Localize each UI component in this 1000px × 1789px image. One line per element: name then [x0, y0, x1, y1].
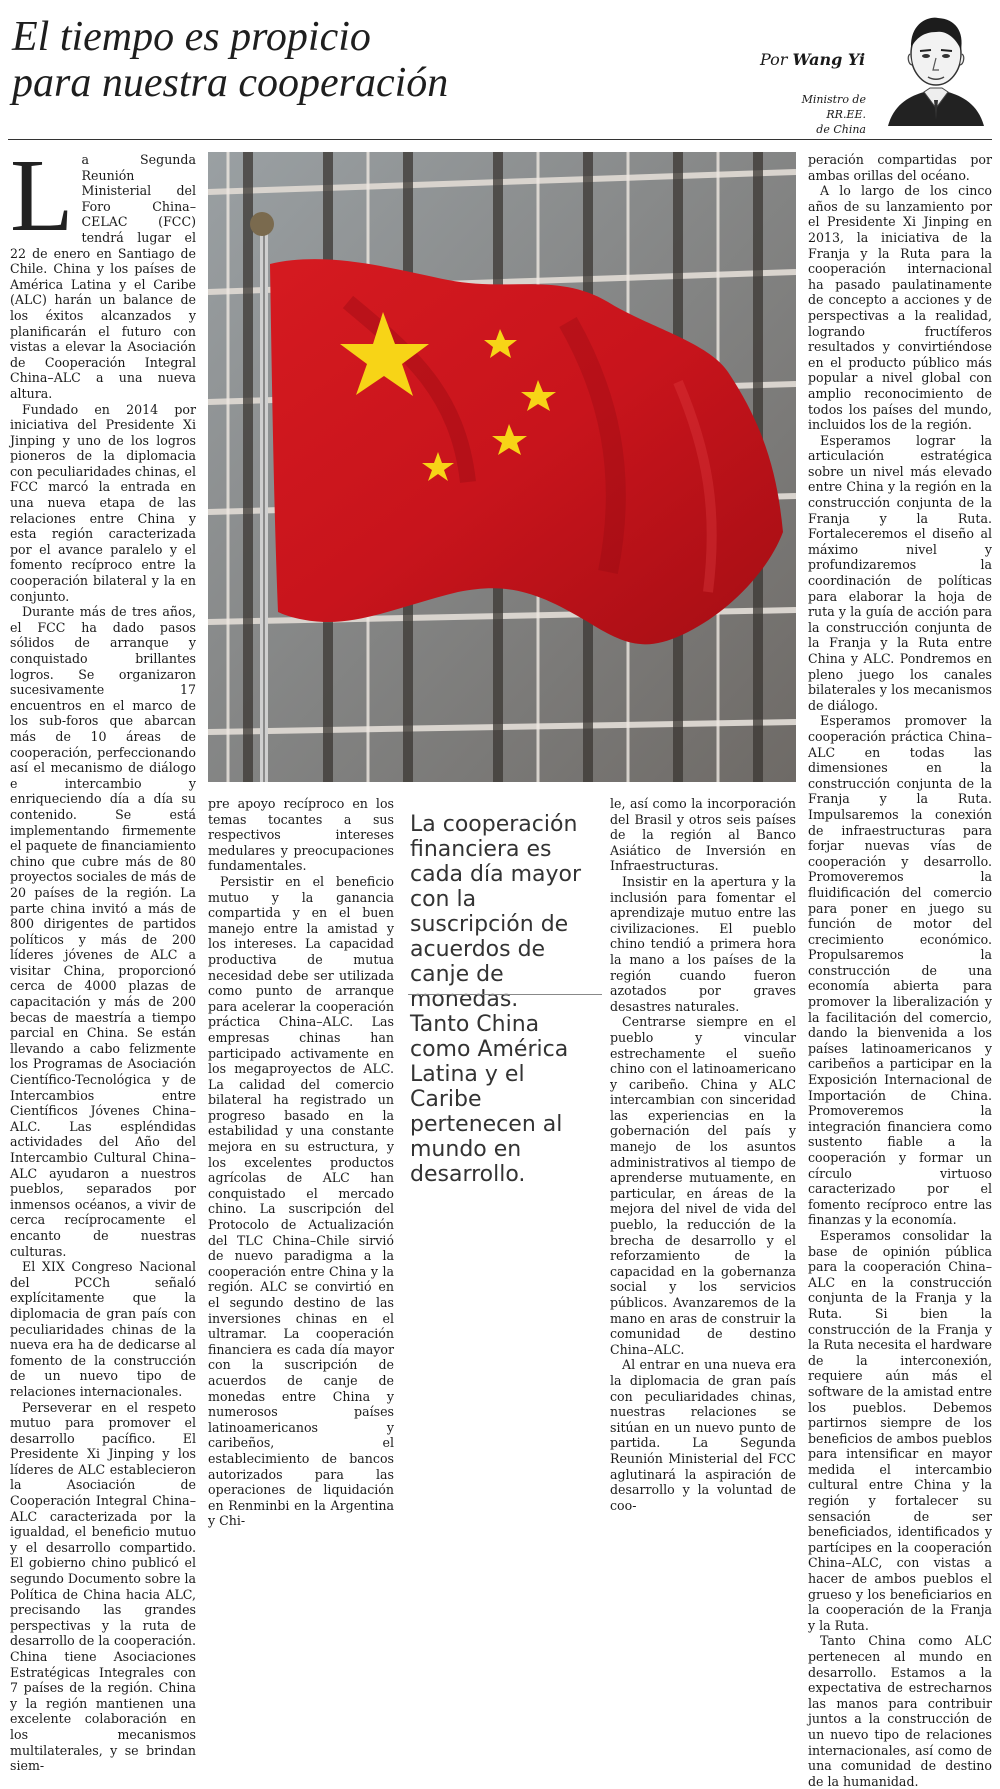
flagpole-finial — [250, 212, 274, 236]
author-role-line-2: de China — [816, 123, 866, 136]
paragraph: le, así como la incorporación del Brasil y otros seis países de la región al Banco Asiático de Inversión en Infraestructuras. — [610, 796, 796, 874]
paragraph: pre apoyo recíproco en los temas tocantes a sus respectivos intereses medulares y preocupaciones fundamentales. — [208, 796, 394, 874]
paragraph: A lo largo de los cinco años de su lanzamiento por el Presidente Xi Jinping en 2013, la iniciativa de la Franja y la Ruta para la cooperación internacional ha pasado paulatinamente de concepto a acciones y de perspectivas a la realidad, logrando fructíferos resultados y convirtiéndose en el producto público más popular a nivel global con amplio reconocimiento de todos los países del mundo, incluidos los de la región. — [808, 183, 992, 433]
paragraph: a Segunda Reunión Ministerial del Foro China–CELAC (FCC) tendrá lugar el 22 de enero en Santiago de Chile. China y los países de América Latina y el Caribe (ALC) harán un balance de los éxitos alcanzados y planificarán el futuro con vistas a elevar la Asociación de Cooperación Integral China–ALC a una nueva altura. — [10, 152, 196, 401]
article-column-4 — [610, 796, 796, 1513]
paragraph: El XIX Congreso Nacional del PCCh señaló explícitamente que la diplomacia de gran país con peculiaridades chinas de la nueva era ha de dedicarse al fomento de la construcción de un nuevo tipo de relaciones internacionales. — [10, 1259, 196, 1399]
paragraph: Centrarse siempre en el pueblo y vincular estrechamente el sueño chino con el latinoamericano y caribeño. China y ALC intercambian con sinceridad las experiencias en la gobernación del país y manejo de los asuntos administrativos al tiempo de aprenderse mutuamente, en particular, en áreas de la mejora del nivel de vida del pueblo, la reducción de la brecha de desarrollo y el reforzamiento de la capacidad en la gobernanza social y los servicios públicos. Avanzaremos de la mano en aras de construir la comunidad de destino China–ALC. — [610, 1014, 796, 1357]
byline — [760, 50, 865, 69]
paragraph: peración compartidas por ambas orillas del océano. — [808, 152, 992, 183]
author-role — [770, 92, 866, 137]
drop-cap: L — [10, 138, 74, 253]
headline-line-1: El tiempo es propicio — [12, 14, 371, 60]
paragraph: Perseverar en el respeto mutuo para promover el desarrollo pacífico. El Presidente Xi Jinping y los líderes de ALC establecieron la Asociación de Cooperación Integral China–ALC caracterizada por la igualdad, el beneficio mutuo y el desarrollo compartido. El gobierno chino publicó el segundo Documento sobre la Política de China hacia ALC, precisando las grandes perspectivas y la ruta de desarrollo de la cooperación. China tiene Asociaciones Estratégicas Integrales con 7 países de la región. China y la región mantienen una excelente colaboración en los mecanismos multilaterales, y se brindan siem- — [10, 1399, 196, 1774]
author-name: Wang Yi — [792, 50, 866, 69]
pull-quote-2: Tanto China como América Latina y el Caribe pertenecen al mundo en desarrollo. — [410, 1012, 569, 1187]
headline — [12, 14, 752, 106]
paragraph: Durante más de tres años, el FCC ha dado pasos sólidos de arranque y conquistado brillantes logros. Se organizaron sucesivamente 17 encuentros en el marco de los sub-foros que abarcan más de 10 áreas de cooperación, perfeccionando así el mecanismo de diálogo e intercambio y enriqueciendo día a día su contenido. Se está implementando firmemente el paquete de financiamiento chino que cubre más de 80 proyectos sociales de más de 20 países de la región. La parte china invitó a más de 800 dirigentes de partidos políticos y más de 200 líderes jóvenes de ALC a visitar China, proporcionó cerca de 4000 plazas de capacitación y más de 200 becas de maestría a tiempo parcial en China. Se están llevando a cabo felizmente los Programas de Asociación Científico-Tecnológica y de Intercambios entre Científicos Jóvenes China–ALC. Las espléndidas actividades del Año del Intercambio Cultural China–ALC ayudaron a nuestros pueblos, separados por inmensos océanos, a vivir de cerca recíprocamente el encanto de nuestras culturas. — [10, 604, 196, 1259]
paragraph: Fundado en 2014 por iniciativa del Presidente Xi Jinping y uno de los logros pioneros de la diplomacia con peculiaridades chinas, el FCC marcó la entrada en una nueva etapa de las relaciones entre China y esta región caracterizada por el avance paralelo y el fomento recíproco entre la cooperación bilateral y la en conjunto. — [10, 401, 196, 604]
article-column-5 — [808, 152, 992, 1789]
paragraph: Esperamos lograr la articulación estratégica sobre un nivel más elevado entre China y la región en la construcción conjunta de la Franja y la Ruta. Fortaleceremos el diseño al máximo nivel y profundizaremos la coordinación de políticas para elaborar la hoja de ruta y la guía de acción para la construcción conjunta de la Franja y la Ruta entre China y ALC. Pondremos en pleno juego los canales bilaterales y los mecanismos de diálogo. — [808, 432, 992, 713]
author-portrait — [880, 8, 992, 126]
header-divider — [8, 139, 992, 140]
author-role-line-1: Ministro de RR.EE. — [801, 93, 866, 121]
pull-quote-divider — [408, 994, 602, 995]
headline-line-2: para nuestra cooperación — [12, 60, 449, 106]
chinese-flag-photo — [208, 152, 796, 782]
pull-quote-1: La cooperación financiera es cada día mayor con la suscripción de acuerdos de canje de monedas. — [410, 812, 582, 1012]
paragraph: Esperamos consolidar la base de opinión pública para la cooperación China–ALC en la construcción conjunta de la Franja y la Ruta. Si bien la construcción de la Franja y la Ruta necesita el hardware de la interconexión, requiere aún más el software de la amistad entre los pueblos. Debemos partirnos siempre de los beneficios de ambos pueblos para intensificar en mayor medida el intercambio cultural entre China y la región y fortalecer su sensación de ser beneficiados, identificados y partícipes en la cooperación China–ALC, con vistas a hacer de ambos pueblos el grueso y los beneficiarios en la cooperación de la Franja y la Ruta. — [808, 1227, 992, 1633]
article-column-1 — [10, 138, 196, 1774]
portrait-sketch — [880, 8, 992, 126]
article-column-2 — [208, 796, 394, 1529]
paragraph: Al entrar en una nueva era la diplomacia de gran país con peculiaridades chinas, nuestras relaciones se sitúan en un nuevo punto de partida. La Segunda Reunión Ministerial del FCC aglutinará la aspiración de desarrollo y la voluntad de coo- — [610, 1357, 796, 1513]
byline-prefix: Por — [760, 50, 788, 69]
paragraph: Insistir en la apertura y la inclusión para fomentar el aprendizaje mutuo entre las civilizaciones. El pueblo chino tendió a primera hora la mano a los países de la región cuando fueron azotados por graves desastres naturales. — [610, 873, 796, 1014]
paragraph: Persistir en el beneficio mutuo y la ganancia compartida y en el buen manejo entre la amistad y los intereses. La capacidad productiva de mutua necesidad debe ser utilizada como punto de arranque para acelerar la cooperación práctica China–ALC. Las empresas chinas han participado activamente en los megaproyectos de ALC. La calidad del comercio bilateral ha registrado un progreso basado en la estabilidad y una constante mejora en su estructura, y los excelentes productos agrícolas de ALC han conquistado el mercado chino. La suscripción del Protocolo de Actualización del TLC China–Chile sirvió de nuevo paradigma a la cooperación entre China y la región. ALC se convirtió en el segundo destino de las inversiones chinas en el ultramar. La cooperación financiera es cada día mayor con la suscripción de acuerdos de canje de monedas entre China y numerosos países latinoamericanos y caribeños, el establecimiento de bancos autorizados para las operaciones de liquidación en Renminbi en la Argentina y Chi- — [208, 873, 394, 1529]
flag-photo — [208, 152, 796, 782]
paragraph: Tanto China como ALC pertenecen al mundo en desarrollo. Estamos a la expectativa de estrecharnos las manos para contribuir juntos a la construcción de un nuevo tipo de relaciones internacionales, así como de una comunidad de destino de la humanidad. — [808, 1633, 992, 1789]
paragraph: Esperamos promover la cooperación práctica China–ALC en todas las dimensiones en la construcción conjunta de la Franja y la Ruta. Impulsaremos la conexión de infraestructuras para forjar nuevas vías de cooperación y desarrollo. Promoveremos la fluidificación del comercio para poner en juego su función de motor del crecimiento económico. Propulsaremos la construcción de una economía abierta para promover la liberalización y la facilitación del comercio, dando la bienvenida a los países latinoamericanos y caribeños a participar en la Exposición Internacional de Importación de China. Promoveremos la integración financiera como sustento fiable a la cooperación y formar un círculo virtuoso caracterizado por el fomento recíproco entre las finanzas y la economía. — [808, 713, 992, 1228]
